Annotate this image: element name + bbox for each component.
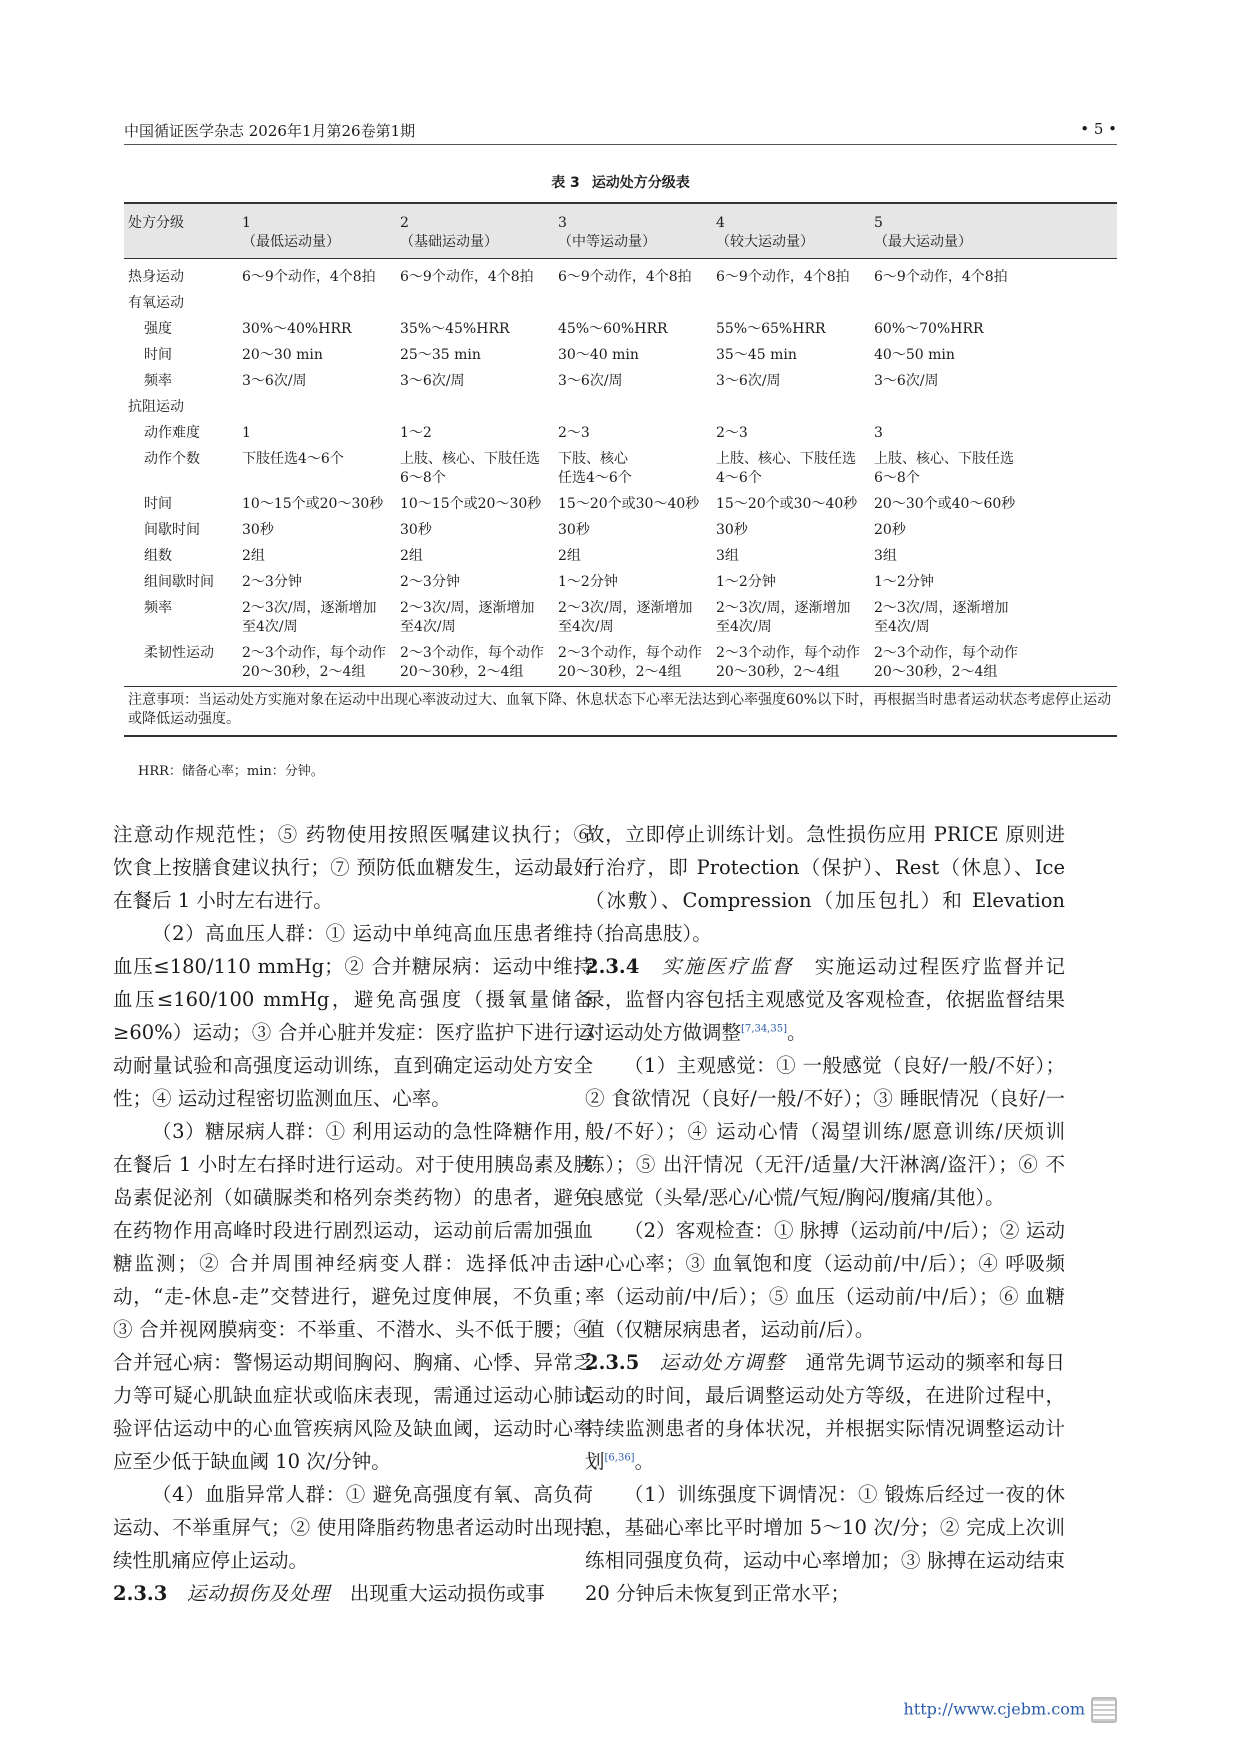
table-cell: 20～30个或40～60秒	[874, 496, 1016, 512]
table-cell: 45%～60%HRR	[558, 321, 668, 337]
table-row	[124, 395, 1117, 421]
paragraph: （1）训练强度下调情况：① 锻炼后经过一夜的休息，基础心率比平时增加 5～10 次/分；② 完成上次训练相同强度负荷，运动中心率增加；③ 脉搏在运动结束 20 分钟后未恢复到正常水平；	[585, 1483, 1065, 1605]
table-row	[124, 596, 1117, 641]
left-column	[113, 818, 593, 1610]
header-grade-1: 1 （最低运动量）	[238, 203, 396, 259]
paragraph: 2.3.4 实施医疗监督 实施运动过程医疗监督并记录，监督内容包括主观感觉及客观检查，依据监督结果对运动处方做调整[7,34,35]。	[585, 955, 1065, 1044]
table-label: 表 3	[551, 175, 580, 191]
table-cell: 下肢、核心 任选4～6个	[558, 451, 632, 486]
table-caption	[124, 172, 1117, 192]
table-cell: 2～3次/周，逐渐增加 至4次/周	[242, 600, 377, 635]
table-cell: 1～2分钟	[558, 574, 618, 590]
table-cell: 1～2分钟	[874, 574, 934, 590]
table-row	[124, 317, 1117, 343]
table-cell: 20秒	[874, 522, 906, 538]
table-cell	[238, 291, 396, 317]
table-cell: 3组	[874, 548, 897, 564]
table-cell: 上肢、核心、下肢任选 6～8个	[400, 451, 540, 486]
table-cell: 30秒	[400, 522, 432, 538]
paragraph: （2）高血压人群：① 运动中单纯高血压患者维持血压≤180/110 mmHg；② 合并糖尿病：运动中维持血压≤160/100 mmHg，避免高强度（摄氧量储备≥60%）运动；③ 合并心脏并发症：医疗监护下进行运动耐量试验和高强度运动训练，直到确定运动处方安全性；④ 运动过程密切监测血压、心率。	[113, 922, 593, 1110]
right-column	[585, 818, 1065, 1610]
table-cell: 6～9个动作，4个8拍	[242, 269, 376, 285]
row-label: 组间歇时间	[144, 574, 214, 590]
row-label: 热身运动	[128, 269, 184, 285]
table-cell: 3～6次/周	[242, 373, 307, 389]
journal-url[interactable]: http://www.cjebm.com	[903, 1699, 1085, 1719]
table-row	[124, 518, 1117, 544]
table-cell: 2组	[242, 548, 265, 564]
header-grade-4: 4 （较大运动量）	[712, 203, 870, 259]
table-cell: 2～3个动作，每个动作 20～30秒，2～4组	[400, 645, 544, 680]
exercise-prescription-table	[124, 202, 1117, 737]
table-cell: 55%～65%HRR	[716, 321, 826, 337]
table-cell: 3～6次/周	[558, 373, 623, 389]
table-row	[124, 447, 1117, 492]
table-cell: 2组	[400, 548, 423, 564]
table-cell: 2～3分钟	[242, 574, 302, 590]
table-cell	[712, 291, 870, 317]
header-grade-label: 处方分级	[124, 203, 238, 259]
table-row	[124, 570, 1117, 596]
table-cell: 30秒	[558, 522, 590, 538]
table-cell: 35～45 min	[716, 347, 797, 363]
table-cell: 2～3	[558, 425, 590, 441]
table-cell: 2～3分钟	[400, 574, 460, 590]
row-label: 抗阻运动	[128, 399, 184, 415]
table-row	[124, 492, 1117, 518]
table-cell: 25～35 min	[400, 347, 481, 363]
row-label: 柔韧性运动	[144, 645, 214, 661]
table-cell: 2～3次/周，逐渐增加 至4次/周	[716, 600, 851, 635]
table-cell: 15～20个或30～40秒	[558, 496, 700, 512]
table-row	[124, 641, 1117, 687]
journal-info: 中国循证医学杂志 2026年1月第26卷第1期	[124, 122, 416, 140]
journal-logo-icon	[1091, 1697, 1117, 1723]
footer	[903, 1697, 1117, 1723]
table-cell: 上肢、核心、下肢任选 6～8个	[874, 451, 1014, 486]
table-title: 运动处方分级表	[591, 175, 690, 191]
table-row	[124, 369, 1117, 395]
table-cell: 10～15个或20～30秒	[242, 496, 384, 512]
row-label: 有氧运动	[128, 295, 184, 311]
table-cell: 1	[242, 425, 251, 441]
table-cell	[554, 291, 712, 317]
table-cell: 2～3个动作，每个动作 20～30秒，2～4组	[874, 645, 1018, 680]
table-cell: 2～3次/周，逐渐增加 至4次/周	[874, 600, 1009, 635]
table-cell: 10～15个或20～30秒	[400, 496, 542, 512]
table-cell: 2～3个动作，每个动作 20～30秒，2～4组	[716, 645, 860, 680]
table-note: 注意事项：当运动处方实施对象在运动中出现心率波动过大、血氧下降、休息状态下心率无法达到心率强度60%以下时，再根据当时患者运动状态考虑停止运动或降低运动强度。	[124, 687, 1117, 737]
table-cell: 1～2分钟	[716, 574, 776, 590]
table-body	[124, 259, 1117, 687]
table-row	[124, 343, 1117, 369]
table-row	[124, 291, 1117, 317]
table-cell: 6～9个动作，4个8拍	[716, 269, 850, 285]
row-label: 动作个数	[144, 451, 200, 467]
row-label: 频率	[144, 373, 172, 389]
table-cell: 2～3个动作，每个动作 20～30秒，2～4组	[558, 645, 702, 680]
table-cell: 3	[874, 425, 883, 441]
table-cell: 2组	[558, 548, 581, 564]
paragraph: （4）血脂异常人群：① 避免高强度有氧、高负荷运动、不举重屏气；② 使用降脂药物患者运动时出现持续性肌痛应停止运动。	[113, 1483, 593, 1572]
table-cell: 1～2	[400, 425, 432, 441]
table-cell: 60%～70%HRR	[874, 321, 984, 337]
table-cell: 3～6次/周	[400, 373, 465, 389]
paragraph: （3）糖尿病人群：① 利用运动的急性降糖作用，在餐后 1 小时左右择时进行运动。对于使用胰岛素及胰岛素促泌剂（如磺脲类和格列奈类药物）的患者，避免在药物作用高峰时段进行剧烈运动，运动前后需加强血糖监测；② 合并周围神经病变人群：选择低冲击运动，“走-休息-走”交替进行，避免过度伸展，不负重；③ 合并视网膜病变：不举重、不潜水、头不低于腰；④ 合并冠心病：警惕运动期间胸闷、胸痛、心悸、异常乏力等可疑心肌缺血症状或临床表现，需通过运动心肺试验评估运动中的心血管疾病风险及缺血阈，运动时心率应至少低于缺血阈 10 次/分钟。	[113, 1120, 593, 1473]
table-cell: 35%～45%HRR	[400, 321, 510, 337]
header-grade-5: 5 （最大运动量）	[870, 203, 1117, 259]
running-header	[124, 118, 1117, 145]
table-row	[124, 259, 1117, 292]
table-cell: 6～9个动作，4个8拍	[400, 269, 534, 285]
table-cell	[870, 291, 1117, 317]
row-label: 时间	[144, 347, 172, 363]
table-cell: 3组	[716, 548, 739, 564]
header-grade-3: 3 （中等运动量）	[554, 203, 712, 259]
row-label: 频率	[144, 600, 172, 616]
row-label: 时间	[144, 496, 172, 512]
row-label: 动作难度	[144, 425, 200, 441]
header-grade-2: 2 （基础运动量）	[396, 203, 554, 259]
paragraph: （1）主观感觉：① 一般感觉（良好/一般/不好）；② 食欲情况（良好/一般/不好）；③ 睡眠情况（良好/一般/不好）；④ 运动心情（渴望训练/愿意训练/厌烦训练）；⑤ 出汗情况（无汗/适量/大汗淋漓/盗汗）；⑥ 不良感觉（头晕/恶心/心慌/气短/胸闷/腹痛/其他）。	[585, 1054, 1065, 1209]
row-label: 强度	[144, 321, 172, 337]
table-cell	[554, 395, 712, 421]
table-cell	[396, 291, 554, 317]
table-cell	[870, 395, 1117, 421]
table-cell: 2～3个动作，每个动作 20～30秒，2～4组	[242, 645, 386, 680]
paragraph: 注意动作规范性；⑤ 药物使用按照医嘱建议执行；⑥ 饮食上按膳食建议执行；⑦ 预防低血糖发生，运动最好在餐后 1 小时左右进行。	[113, 823, 593, 912]
table-cell: 3～6次/周	[716, 373, 781, 389]
table-cell: 2～3	[716, 425, 748, 441]
row-label: 间歇时间	[144, 522, 200, 538]
page-number: • 5 •	[1080, 120, 1117, 138]
paragraph: 2.3.3 运动损伤及处理 出现重大运动损伤或事	[113, 1582, 545, 1605]
table-cell: 30～40 min	[558, 347, 639, 363]
table-cell: 20～30 min	[242, 347, 323, 363]
table-cell	[712, 395, 870, 421]
table-row	[124, 544, 1117, 570]
table-cell: 15～20个或30～40秒	[716, 496, 858, 512]
table-row	[124, 421, 1117, 447]
table-cell: 30秒	[716, 522, 748, 538]
table-cell: 下肢任选4～6个	[242, 451, 344, 467]
table-cell: 6～9个动作，4个8拍	[558, 269, 692, 285]
paragraph: （2）客观检查：① 脉搏（运动前/中/后）；② 运动中心心率；③ 血氧饱和度（运动前/中/后）；④ 呼吸频率（运动前/中/后）；⑤ 血压（运动前/中/后）；⑥ 血糖值（仅糖尿病患者，运动前/后）。	[585, 1219, 1065, 1341]
table-cell: 2～3次/周，逐渐增加 至4次/周	[558, 600, 693, 635]
paragraph: 2.3.5 运动处方调整 通常先调节运动的频率和每日运动的时间，最后调整运动处方等级，在进阶过程中，持续监测患者的身体状况，并根据实际情况调整运动计划[6,36]。	[585, 1351, 1065, 1473]
table-header-row	[124, 203, 1117, 259]
table-cell: 30秒	[242, 522, 274, 538]
table-cell: 6～9个动作，4个8拍	[874, 269, 1008, 285]
table-cell: 3～6次/周	[874, 373, 939, 389]
row-label: 组数	[144, 548, 172, 564]
table-cell	[238, 395, 396, 421]
table-cell	[396, 395, 554, 421]
table-cell: 40～50 min	[874, 347, 955, 363]
table-abbreviation: HRR：储备心率；min：分钟。	[138, 764, 324, 779]
table-cell: 上肢、核心、下肢任选 4～6个	[716, 451, 856, 486]
table-cell: 2～3次/周，逐渐增加 至4次/周	[400, 600, 535, 635]
table-cell: 30%～40%HRR	[242, 321, 352, 337]
paragraph: 故，立即停止训练计划。急性损伤应用 PRICE 原则进行治疗，即 Protection（保护）、Rest（休息）、Ice（冰敷）、Compression（加压包扎）和 Elevation（抬高患肢）。	[585, 823, 1065, 945]
